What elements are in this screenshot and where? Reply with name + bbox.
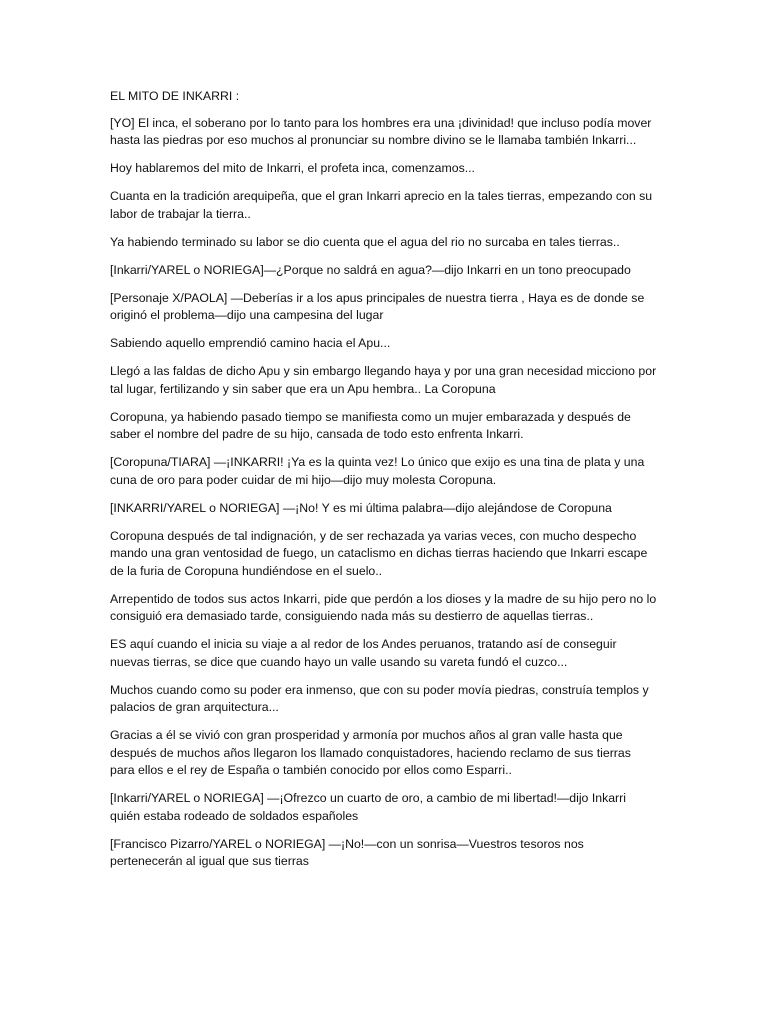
paragraph-16: Gracias a él se vivió con gran prosperidad y armonía por muchos años al gran valle hasta que después de muchos años llegaron los llamado conquistadores, haciendo reclamo de sus tierras para ellos e el rey de España o también conocido por ellos como Esparri.. — [110, 728, 631, 777]
paragraph-2: Hoy hablaremos del mito de Inkarri, el profeta inca, comenzamos... — [110, 161, 475, 175]
paragraph-4: Ya habiendo terminado su labor se dio cuenta que el agua del rio no surcaba en tales tierras.. — [110, 234, 620, 249]
paragraph-12: Coropuna después de tal indignación, y de ser rechazada ya varias veces, con mucho despecho mando una gran ventosidad de fuego, un cataclismo en dichas tierras haciendo que Inkarri escape de la furia de Coropuna hundiéndose en el suelo.. — [110, 528, 648, 578]
paragraph-13: Arrepentido de todos sus actos Inkarri, pide que perdón a los dioses y la madre de su hijo pero no lo consiguió era demasiado tarde, consiguiendo nada más su destierro de aquellas tierras.. — [110, 591, 657, 623]
paragraph-15: Muchos cuando como su poder era inmenso, que con su poder movía piedras, construía templos y palacios de gran arquitectura... — [110, 682, 649, 714]
paragraph-14: ES aquí cuando el inicia su viaje a al redor de los Andes peruanos, tratando así de conseguir nuevas tierras, se dice que cuando hayo un valle usando su vareta fundó el cuzco... — [110, 637, 617, 669]
document-title: EL MITO DE INKARRI : — [110, 89, 240, 103]
paragraph-8: Llegó a las faldas de dicho Apu y sin embargo llegando haya y por una gran necesidad micciono por tal lugar, fertilizando y sin saber que era un Apu hembra.. La Coropuna — [110, 364, 657, 396]
document-body — [110, 88, 658, 881]
paragraph-7: Sabiendo aquello emprendió camino hacia el Apu... — [110, 336, 391, 350]
paragraph-10: [Coropuna/TIARA] —¡INKARRI! ¡Ya es la quinta vez! Lo único que exijo es una tina de plata y una cuna de oro para poder cuidar de mi hijo—dijo muy molesta Coropuna. — [110, 455, 645, 487]
paragraph-18: [Francisco Pizarro/YAREL o NORIEGA] —¡No!—con un sonrisa—Vuestros tesoros nos pertenecerán al igual que sus tierras — [110, 836, 584, 868]
paragraph-11: [INKARRI/YAREL o NORIEGA] —¡No! Y es mi última palabra—dijo alejándose de Coropuna — [110, 500, 612, 515]
paragraph-5: [Inkarri/YAREL o NORIEGA]—¿Porque no saldrá en agua?—dijo Inkarri en un tono preocupado — [110, 262, 631, 277]
paragraph-6: [Personaje X/PAOLA] —Deberías ir a los apus principales de nuestra tierra , Haya es de donde se originó el problema—dijo una campesina del lugar — [110, 290, 645, 322]
paragraph-9: Coropuna, ya habiendo pasado tiempo se manifiesta como un mujer embarazada y después de saber el nombre del padre de su hijo, cansada de todo esto enfrenta Inkarri. — [110, 409, 631, 441]
paragraph-3: Cuanta en la tradición arequipeña, que el gran Inkarri aprecio en la tales tierras, empezando con su labor de trabajar la tierra.. — [110, 189, 653, 221]
paragraph-17: [Inkarri/YAREL o NORIEGA] —¡Ofrezco un cuarto de oro, a cambio de mi libertad!—dijo Inkarri quién estaba rodeado de soldados españoles — [110, 791, 626, 823]
paragraph-1: [YO] El inca, el soberano por lo tanto para los hombres era una ¡divinidad! que incluso podía mover hasta las piedras por eso muchos al pronunciar su nombre divino se le llamaba también Inkarri... — [110, 115, 652, 147]
